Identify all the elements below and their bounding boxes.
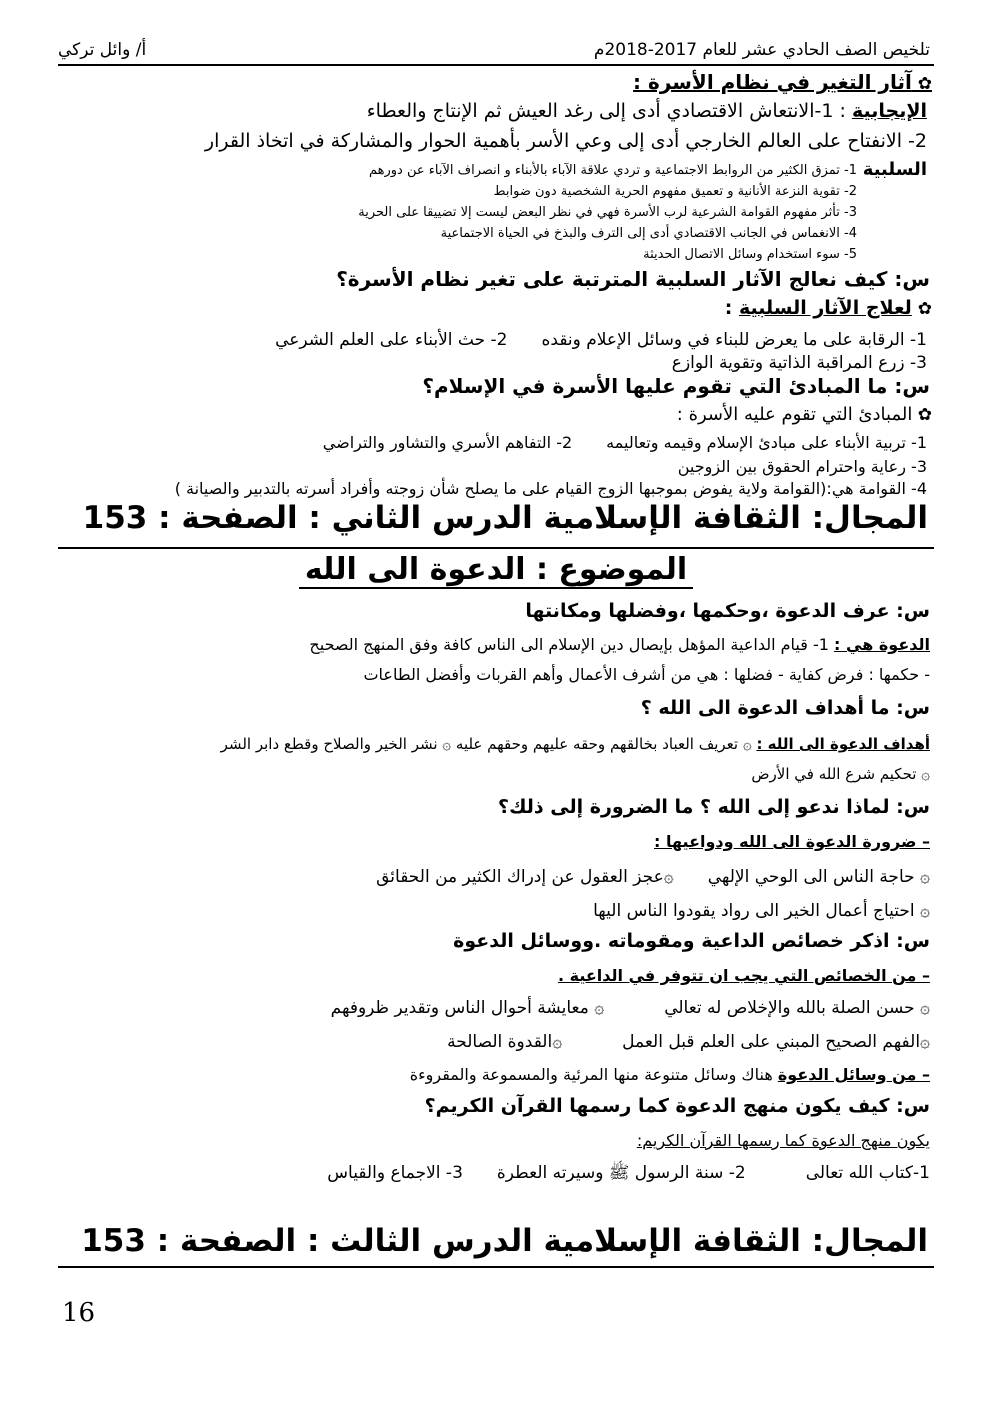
necessity-line-2: ۞ احتياج أعمال الخير الى رواد يقودوا الناس اليها — [593, 901, 930, 921]
principles-line-3: 3- رعاية واحترام الحقوق بين الزوجين — [677, 457, 927, 476]
negative-item-3: 3- تأثر مفهوم القوامة الشرعية لرب الأسرة فهي في نظر البعض ليست إلا تضييقا على الحرية — [358, 205, 857, 220]
principles-line-1: 1- تربية الأبناء على مبادئ الإسلام وقيمه وتعاليمه2- التفاهم الأسري والتشاور والتراضي — [322, 433, 927, 452]
necessity-line-1: ۞ حاجة الناس الى الوحي الإلهي۞عجز العقول عن إدراك الكثير من الحقائق — [376, 867, 930, 887]
negative-item-1: 1- تمزق الكثير من الروابط الاجتماعية و تردي علاقة الآباء بالأبناء و انصراف الآباء عن دورهم — [368, 163, 857, 178]
question-treatment: س: كيف نعالج الآثار السلبية المترتبة على تغير نظام الأسرة؟ — [336, 267, 930, 291]
flower-icon: ✿ — [911, 299, 932, 319]
means-line: – من وسائل الدعوة هناك وسائل متنوعة منها المرئية والمسموعة والمقروءة — [409, 1065, 930, 1084]
principles-line-4: 4- القوامة هي:(القوامة ولاية يفوض بموجبها الزوج القيام على ما يصلح شأن زوجته وأفراد أسرته بالتدبير والصيانة ) — [174, 479, 927, 498]
negative-label: السلبية — [862, 159, 927, 180]
question-necessity: س: لماذا ندعو إلى الله ؟ ما الضرورة إلى ذلك؟ — [498, 796, 930, 818]
section-heading: ✿ آثار التغير في نظام الأسرة : — [633, 70, 932, 94]
goals-line-2: ۞ تحكيم شرع الله في الأرض — [751, 765, 930, 783]
question-goals: س: ما أهداف الدعوة الى الله ؟ — [640, 697, 930, 719]
method-line: 1-كتاب الله تعالى2- سنة الرسول ﷺ وسيرته العطرة3- الاجماع والقياس — [327, 1163, 930, 1183]
lesson2-topic: الموضوع : الدعوة الى الله — [0, 552, 992, 589]
lesson2-rule — [58, 547, 934, 549]
flower-icon: ✿ — [911, 74, 932, 94]
lesson3-rule — [58, 1266, 934, 1268]
question-principles: س: ما المبادئ التي تقوم عليها الأسرة في الإسلام؟ — [422, 374, 930, 398]
negative-item-4: 4- الانغماس في الجانب الاقتصادي أدى إلى الترف والبذخ في الحياة الاجتماعية — [440, 226, 857, 241]
lesson2-banner: المجال: الثقافة الإسلامية الدرس الثاني : الصفحة : 153 — [82, 500, 928, 536]
ruling-line: - حكمها : فرض كفاية - فضلها : هي من أشرف الأعمال وأهم القربات وأفضل الطاعات — [363, 665, 930, 684]
positive-line-2: 2- الانفتاح على العالم الخارجي أدى إلى وعي الأسر بأهمية الحوار والمشاركة في اتخاذ القرار — [204, 130, 927, 152]
treatment-line-1: 1- الرقابة على ما يعرض للبناء في وسائل الإعلام ونقده2- حث الأبناء على العلم الشرعي — [275, 330, 927, 350]
positive-line-1: الإيجابية : 1-الانتعاش الاقتصادي أدى إلى رغد العيش ثم الإنتاج والعطاء — [366, 100, 927, 122]
definition-line: الدعوة هي : 1- قيام الداعية المؤهل بإيصال دين الإسلام الى الناس كافة وفق المنهج الصحيح — [309, 635, 930, 654]
traits-line-2: ۞الفهم الصحيح المبني على العلم قبل العمل۞القدوة الصالحة — [447, 1032, 930, 1052]
page-number: 16 — [62, 1298, 96, 1328]
header-author: أ/ وائل تركي — [58, 40, 147, 60]
traits-line-1: ۞ حسن الصلة بالله والإخلاص له تعالي۞ معايشة أحوال الناس وتقدير ظروفهم — [330, 998, 930, 1018]
treatment-subheading: ✿ لعلاج الآثار السلبية : — [724, 297, 932, 319]
flower-icon: ✿ — [912, 405, 932, 425]
question-traits: س: اذكر خصائص الداعية ومقوماته .ووسائل الدعوة — [453, 930, 930, 952]
negative-item-5: 5- سوء استخدام وسائل الاتصال الحديثة — [643, 247, 857, 262]
treatment-line-2: 3- زرع المراقبة الذاتية وتقوية الوازع — [671, 353, 927, 373]
goals-line-1: أهداف الدعوة الى الله : ۞ تعريف العباد بخالقهم وحقه عليهم وحقهم عليه ۞ نشر الخير والصلاح وقطع دابر الشر — [220, 735, 930, 753]
method-intro: يكون منهج الدعوة كما رسمها القرآن الكريم: — [636, 1131, 930, 1150]
necessity-label: – ضرورة الدعوة الى الله ودواعيها : — [654, 832, 930, 851]
header-title: تلخيص الصف الحادي عشر للعام 2017-2018م — [593, 40, 930, 60]
lesson3-banner: المجال: الثقافة الإسلامية الدرس الثالث : الصفحة : 153 — [81, 1223, 928, 1259]
principles-subheading: ✿ المبادئ التي تقوم عليه الأسرة : — [676, 404, 932, 425]
traits-label: – من الخصائص التي يجب ان تتوفر في الداعية . — [557, 966, 930, 985]
header-rule — [58, 64, 934, 66]
negative-item-2: 2- تقوية النزعة الأنانية و تعميق مفهوم الحرية الشخصية دون ضوابط — [493, 184, 857, 199]
question-method: س: كيف يكون منهج الدعوة كما رسمها القرآن الكريم؟ — [424, 1095, 930, 1117]
question-definition: س: عرف الدعوة ،وحكمها ،وفضلها ومكانتها — [525, 600, 930, 622]
